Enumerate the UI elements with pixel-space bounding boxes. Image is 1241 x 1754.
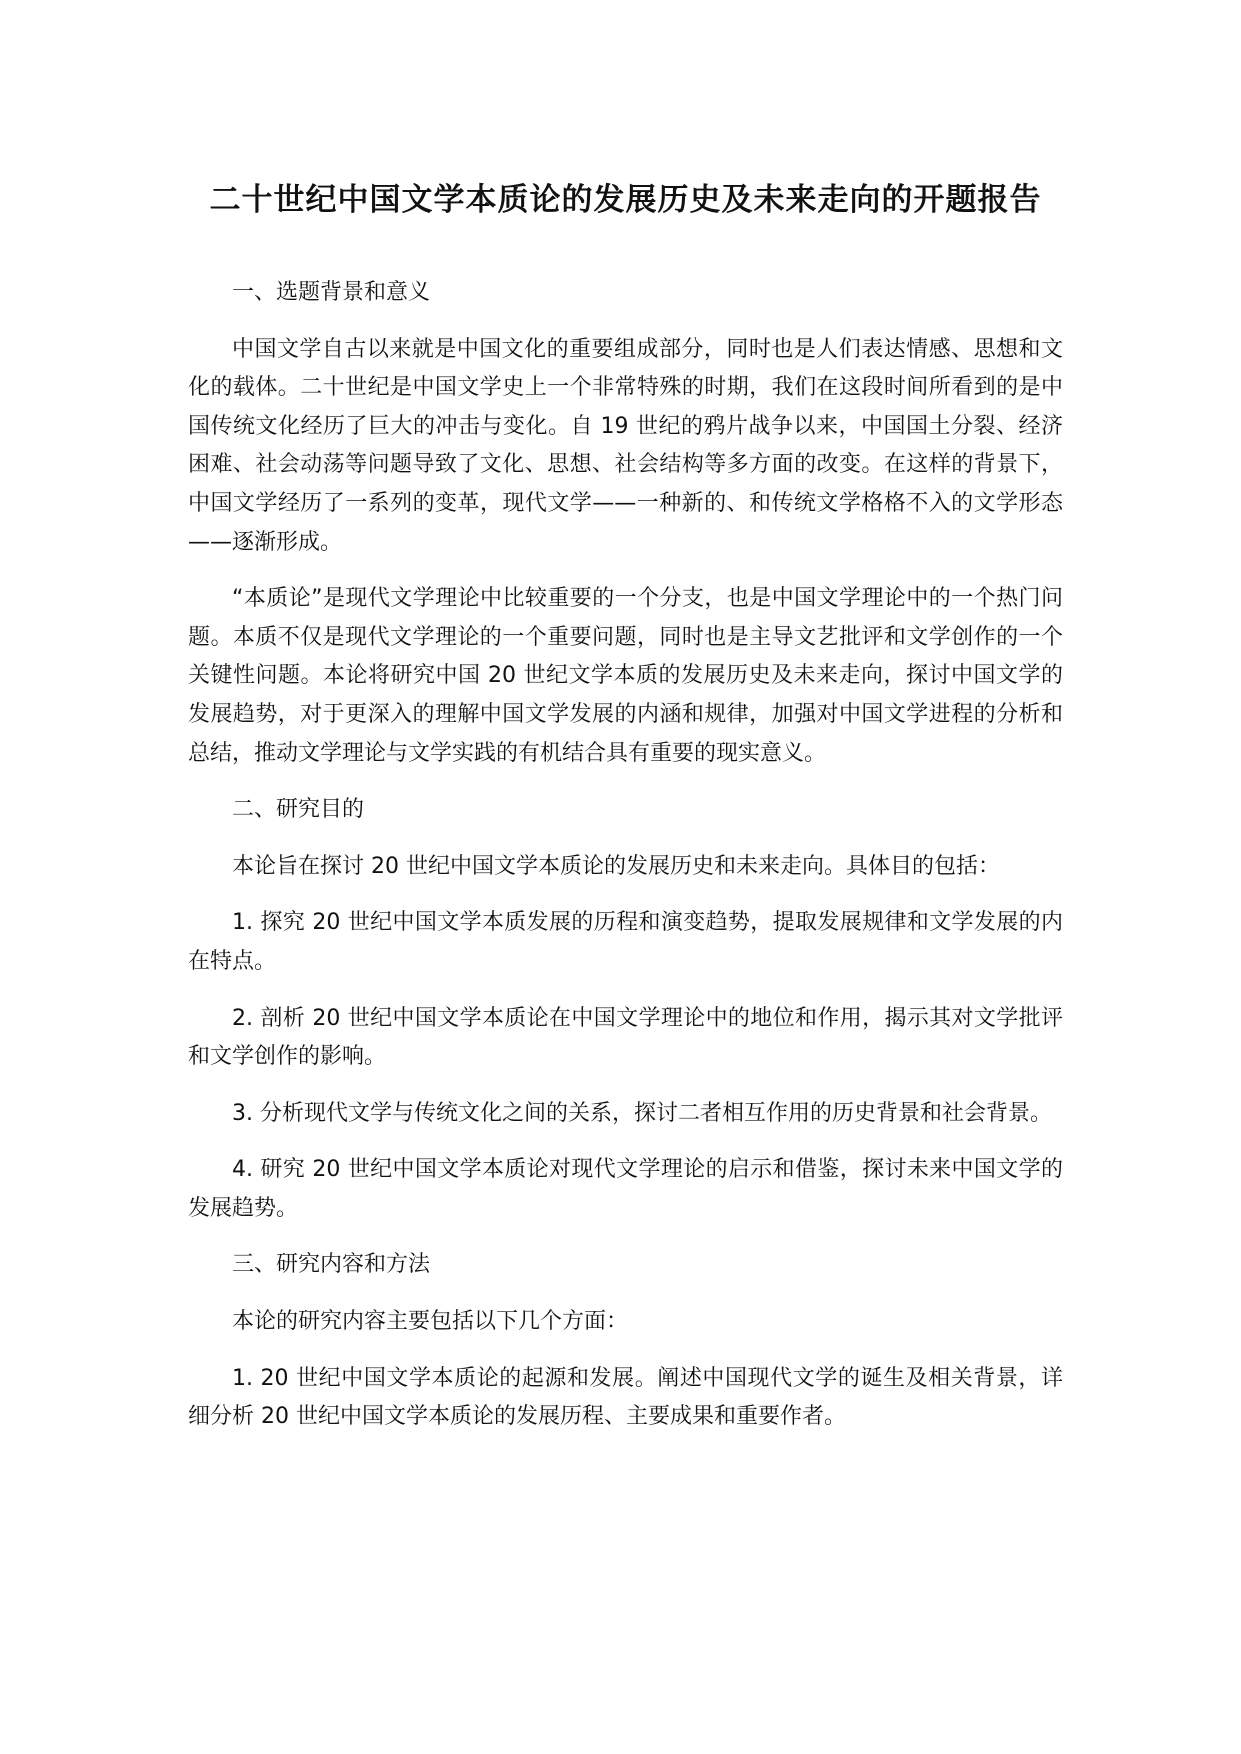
list-item: 1. 探究 20 世纪中国文学本质发展的历程和演变趋势，提取发展规律和文学发展的内在特点。 [188,910,1063,974]
paragraph: “本质论”是现代文学理论中比较重要的一个分支，也是中国文学理论中的一个热门问题。本质不仅是现代文学理论的一个重要问题，同时也是主导文艺批评和文学创作的一个关键性问题。本论将研究中国 20 世纪文学本质的发展历史及未来走向，探讨中国文学的发展趋势，对于更深入的理解中国文学发展的内涵和规律，加强对中国文学进程的分析和总结，推动文学理论与文学实践的有机结合具有重要的现实意义。 [188,586,1063,766]
section-heading: 二、研究目的 [232,797,365,823]
list-item: 4. 研究 20 世纪中国文学本质论对现代文学理论的启示和借鉴，探讨未来中国文学的发展趋势。 [188,1157,1063,1221]
paragraph: 本论旨在探讨 20 世纪中国文学本质论的发展历史和未来走向。具体目的包括： [232,853,1000,879]
document-title: 二十世纪中国文学本质论的发展历史及未来走向的开题报告 [209,182,1042,218]
paragraph: 中国文学自古以来就是中国文化的重要组成部分，同时也是人们表达情感、思想和文化的载体。二十世纪是中国文学史上一个非常特殊的时期，我们在这段时间所看到的是中国传统文化经历了巨大的冲击与变化。自 19 世纪的鸦片战争以来，中国国土分裂、经济困难、社会动荡等问题导致了文化、思想、社会结构等多方面的改变。在这样的背景下，中国文学经历了一系列的变革，现代文学——一种新的、和传统文学格格不入的文学形态——逐渐形成。 [188,336,1063,555]
paragraph: 本论的研究内容主要包括以下几个方面： [232,1309,629,1335]
section-content-methods [188,1246,1063,1436]
document-body [188,274,1063,1437]
section-purpose [188,791,1063,1228]
section-heading: 三、研究内容和方法 [232,1252,431,1278]
list-item: 3. 分析现代文学与传统文化之间的关系，探讨二者相互作用的历史背景和社会背景。 [232,1100,1052,1126]
section-background [188,274,1063,773]
section-heading: 一、选题背景和意义 [232,280,431,305]
list-item: 1. 20 世纪中国文学本质论的起源和发展。阐述中国现代文学的诞生及相关背景，详细分析 20 世纪中国文学本质论的发展历程、主要成果和重要作者。 [188,1365,1063,1430]
list-item: 2. 剖析 20 世纪中国文学本质论在中国文学理论中的地位和作用，揭示其对文学批评和文学创作的影响。 [188,1005,1063,1070]
